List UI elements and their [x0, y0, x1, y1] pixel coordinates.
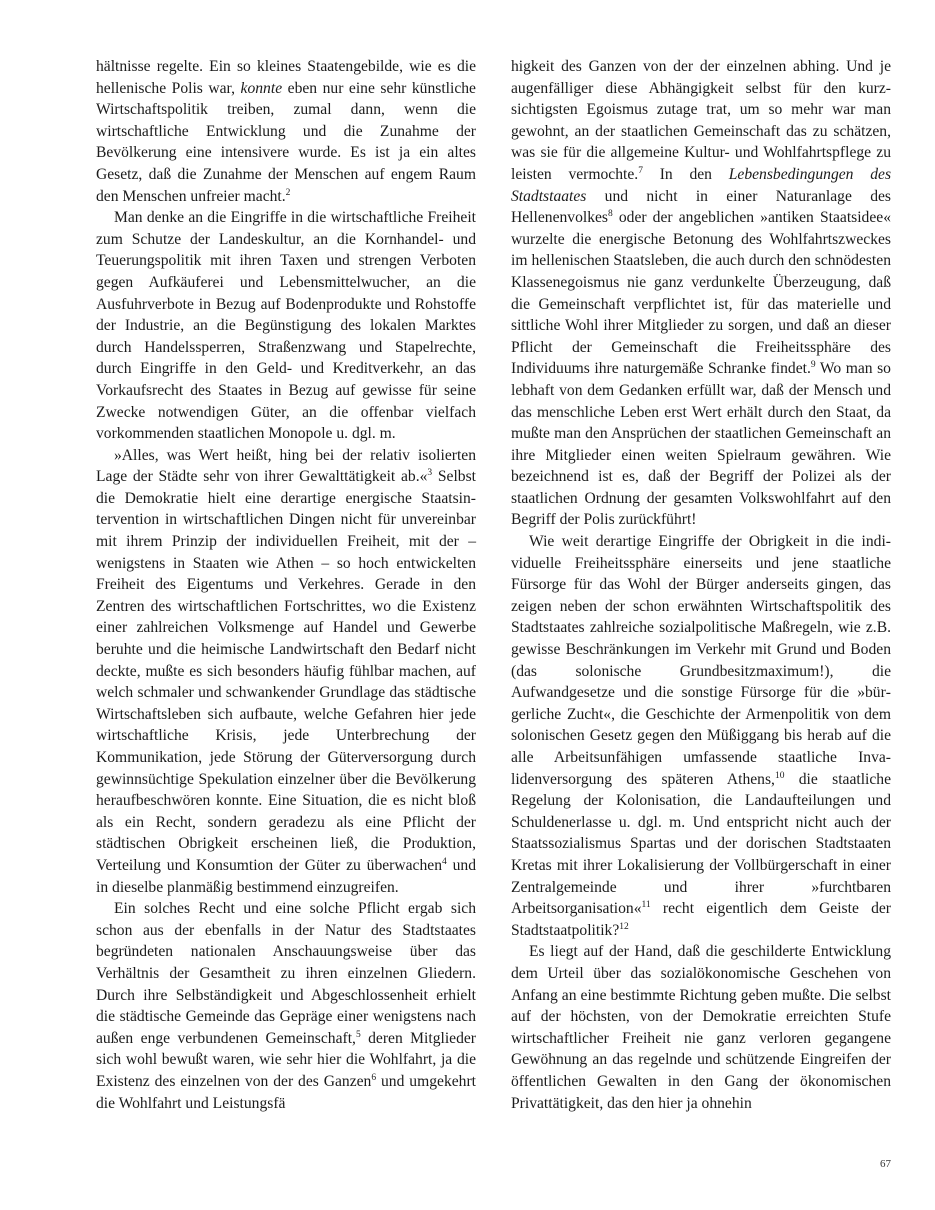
footnote-marker: 2	[285, 187, 291, 198]
text-run: Man denke an die Eingriffe in die wirtschaftliche Freiheit zum Schutze der Landeskultur, an die Kornhandel- und Teuerungspolitik mit ihren Taxen und strengen Verboten gegen Aufkäuferei und Lebensmittelwucher, an die Ausfuhrverbote in Bezug auf Bodenprodukte und Rohstoffe der Industrie, an die Begünstigung des lokalen Marktes durch Handelssperren, Straßenzwang und Stapelrechte, durch Eingriffe in den Geld- und Kreditverkehr, an das Vorkaufsrecht des Staates in Bezug auf gewisse für seine Zwecke notwendigen Güter, an die offenbar vielfach vorkommenden staatlichen Monopole u. dgl. m.	[96, 209, 476, 443]
text-run: recht eigentlich dem Geiste der Stadtstaatpolitik?	[511, 900, 891, 939]
left-column-paragraph	[96, 898, 476, 1114]
text-run: oder der angeblichen »antiken Staatsidee« wurzelte die energische Betonung des Wohlfahrtszweckes im hellenischen Staatsleben, die auch durch den schnödesten Klassenegoismus nie ganz verdunkelte Überzeugung, daß die Gemeinschaft verpflichtet ist, für das materielle und sittliche Wohl ihrer Mitglieder zu sorgen, und daß an dieser Pflicht der Gemeinschaft die Freiheitssphäre des Individuums ihre naturgemäße Schranke findet.	[511, 209, 891, 378]
text-run: Es liegt auf der Hand, daß die geschilderte Entwicklung dem Urteil über das sozialökonomische Geschehen von Anfang an eine bestimmte Richtung geben mußte. Die selbst auf der höchsten, von der Demokratie erreichten Stufe wirtschaftlicher Freiheit nie ganz verloren gegangene Gewöhnung an das regelnde und schützende Eingreifen der öffentlichen Gewalten in den Gang der ökonomischen Privattätigkeit, das den hier ja ohnehin	[511, 943, 891, 1112]
text-run: higkeit des Ganzen von der der einzelnen abhing. Und je augenfälliger diese Abhängigkeit selbst für den kurzsichtigsten Egoismus zutage trat, um so mehr war man gewohnt, an der staatlichen Gemeinschaft das zu schätzen, was sie für die allgemeine Kultur- und Wohlfahrtspflege zu leisten vermochte.	[511, 58, 891, 183]
text-run: hältnisse regelte. Ein so kleines Staatengebilde, wie es die hellenische Polis war,	[96, 58, 476, 97]
footnote-marker: 8	[608, 209, 613, 220]
footnote-marker: 5	[355, 1029, 361, 1040]
footnote-marker: 9	[810, 360, 816, 371]
right-column-paragraph	[511, 941, 891, 1114]
footnote-marker: 3	[427, 468, 433, 479]
text-run: deren Mitglieder sich wohl bewußt waren, wie sehr hier die Wohlfahrt, ja die Existenz des einzelnen von der des Ganzen	[96, 1029, 476, 1090]
right-column	[511, 56, 891, 1114]
emphasized-text: konnte	[240, 79, 283, 97]
left-column-paragraph	[96, 445, 476, 898]
footnote-marker: 11	[641, 900, 651, 911]
footnote-marker: 6	[371, 1072, 377, 1083]
right-column-paragraph	[511, 56, 891, 531]
footnote-marker: 12	[619, 921, 629, 932]
footnote-marker: 10	[774, 770, 785, 781]
text-run: und nicht in einer Naturanlage des Hellenenvolkes	[511, 187, 891, 227]
emphasized-text: Lebensbedingungen des Stadtstaates	[511, 165, 892, 205]
footnote-marker: 7	[638, 165, 643, 176]
text-run: und in dieselbe planmäßig bestimmend einzugreifen.	[96, 856, 476, 896]
footnote-marker: 4	[442, 856, 447, 867]
text-run: In den	[642, 165, 729, 183]
text-run: Wie weit derartige Eingriffe der Obrigkeit in die individuelle Freiheitssphäre einerseits und jene staatliche Fürsorge für das Wohl der Bürger anderseits gingen, das zeigen neben der schon erwähnten Wirtschaftspolitik des Stadtstaates zahlreiche sozialpolitische Maßregeln, wie z.B. gewisse Beschränkungen im Verkehr mit Grund und Boden (das solonische Grundbesitzmaximum!), die Aufwandgesetze und die sonstige Fürsorge für die »bürgerliche Zucht«, die Geschichte der Armenpolitik von dem solonischen Gesetz gegen den Müßiggang bis herab auf die alle Arbeitsunfähigen umfassende staatliche Invalidenversorgung des späteren Athens,	[511, 533, 891, 788]
text-run: Wo man so lebhaft von dem Gedanken erfüllt war, daß der Mensch und das menschliche Leben erst Wert erhält durch den Staat, da mußte man den Ansprüchen der staatlichen Gemeinschaft an ihre Mitglieder einen weiten Spielraum gewähren. Wie bezeichnend ist es, daß der Begriff der Polizei als der staatlichen Ordnung der gesamten Volkswohlfahrt auf den Begriff der Polis zurückführt!	[511, 360, 891, 529]
text-run: Ein solches Recht und eine solche Pflicht ergab sich schon aus der ebenfalls in der Natur des Stadtstaates begründeten nationalen Anschauungsweise über das Verhältnis der Gesamtheit zu ihren einzelnen Gliedern. Durch ihre Selbständigkeit und Abgeschlossenheit erhielt die städtische Gemeinde das Gepräge einer wenigstens nach außen enge verbundenen Gemeinschaft,	[96, 900, 476, 1047]
text-run: die staatliche Regelung der Kolonisation, die Landaufteilungen und Schuldenerlasse u. dgl. m. Und entspricht nicht auch der Staatssozialismus Spartas und der dorischen Stadtstaaten Kretas mit ihrer Lokalisierung der Vollbürgerschaft in einer Zentralgemeinde und ihrer »furchtbaren Arbeitsorganisation«	[511, 770, 892, 918]
page-number: 67	[880, 1158, 891, 1170]
left-column-paragraph	[96, 207, 476, 445]
left-column	[96, 56, 476, 1114]
text-run: »Alles, was Wert heißt, hing bei der relativ isolierten Lage der Städte sehr von ihrer Gewalttätigkeit ab.«	[96, 446, 476, 486]
text-run: und umgekehrt die Wohlfahrt und Leistungsfä	[96, 1072, 476, 1112]
text-run: Selbst die Demokratie hielt eine derartige energische Staatsintervention in wirtschaftlichen Dingen nicht für unvereinbar mit ihrem Prinzip der individuellen Freiheit, mit der – wenigstens in Staaten wie Athen – so hoch entwickelten Freiheit des Eigentums und Verkehres. Gerade in den Zentren des wirtschaftlichen Fortschrittes, wo die Existenz einer zahlreichen Volksmenge auf Handel und Gewerbe beruhte und die heimische Landwirtschaft den Bedarf nicht deckte, mußte es sich besonders häufig fühlbar machen, auf welch schmaler und schwankender Grundlage das städtische Wirtschaftsleben sich aufbaute, welche Gefahren hier jede wirtschaftliche Krisis, jede Unterbrechung der Kommunikation, jede Störung der Güterversorgung durch gewinnsüchtige Spekulation einzelner über die Bevölkerung heraufbeschwören konnte. Eine Situation, die es nicht bloß als ein Recht, sondern geradezu als eine Pflicht der städtischen Obrigkeit erscheinen ließ, die Produktion, Verteilung und Konsumtion der Güter zu überwachen	[96, 468, 476, 874]
right-column-paragraph	[511, 531, 891, 941]
text-run: eben nur eine sehr künstliche Wirtschaftspolitik treiben, zumal dann, wenn die wirtschaftliche Entwicklung und die Zunahme der Bevölkerung eine intensivere wurde. Es ist ja ein altes Gesetz, daß die Zunahme der Menschen auf engem Raum den Menschen unfreier macht.	[96, 79, 476, 205]
left-column-paragraph	[96, 56, 476, 207]
